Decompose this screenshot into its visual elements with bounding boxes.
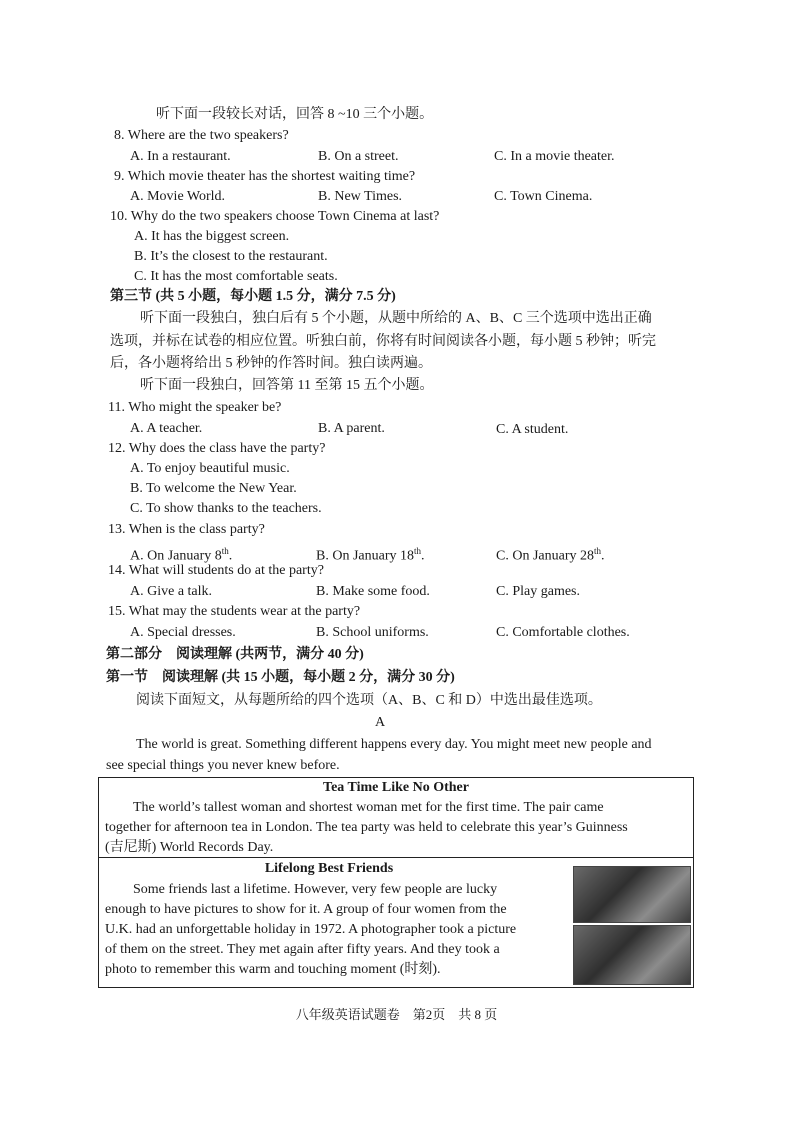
q13-option-a-dot: .: [228, 548, 233, 564]
news-friends-line-1: Some friends last a lifetime. However, very few people are lucky: [133, 882, 498, 897]
q8-option-b: B. On a street.: [318, 149, 399, 164]
passage-intro-2: see special things you never knew before.: [106, 758, 340, 773]
news-friends-line-4: of them on the street. They met again after fifty years. And they took a: [105, 942, 500, 957]
photo-reunion-friends: [573, 925, 691, 985]
news-friends-line-5: photo to remember this warm and touching moment (时刻).: [105, 962, 441, 977]
question-10: 10. Why do the two speakers choose Town Cinema at last?: [110, 209, 440, 224]
news-title-best-friends: Lifelong Best Friends: [264, 861, 394, 876]
part2-title: 第二部分 阅读理解 (共两节，满分 40 分): [106, 647, 364, 662]
q14-option-a: A. Give a talk.: [130, 584, 213, 599]
q13-option-a-text: A. On January 8: [130, 548, 222, 564]
q11-option-c: C. A student.: [496, 422, 569, 437]
photo-1972-friends: [573, 866, 691, 923]
q13-option-b-suffix: th: [414, 546, 422, 556]
news-tea-line-2: together for afternoon tea in London. The tea party was held to celebrate this year’s Guinness: [105, 820, 628, 835]
news-box-tea-time: [98, 777, 694, 858]
part2-section1-title: 第一节 阅读理解 (共 15 小题，每小题 2 分，满分 30 分): [106, 670, 455, 685]
q12-option-c: C. To show thanks to the teachers.: [130, 501, 322, 516]
part2-instruction: 阅读下面短文，从每题所给的四个选项（A、B、C 和 D）中选出最佳选项。: [136, 693, 602, 708]
news-friends-line-2: enough to have pictures to show for it. A group of four women from the: [105, 902, 507, 917]
q10-option-c: C. It has the most comfortable seats.: [134, 269, 338, 284]
q13-option-c-text: C. On January 28: [496, 548, 594, 564]
q13-option-b-dot: .: [421, 548, 425, 564]
q12-option-a: A. To enjoy beautiful music.: [130, 461, 290, 476]
section3-instruction-1: 听下面一段独白，独白后有 5 个小题，从题中所给的 A、B、C 三个选项中选出正确: [140, 311, 652, 326]
question-14: 14. What will students do at the party?: [108, 563, 324, 578]
passage-intro-1: The world is great. Something different happens every day. You might meet new people and: [136, 737, 652, 752]
news-friends-line-3: U.K. had an unforgettable holiday in 1972. A photographer took a picture: [105, 922, 517, 937]
q9-option-c: C. Town Cinema.: [494, 189, 593, 204]
q9-option-b: B. New Times.: [318, 189, 403, 204]
q15-option-c: C. Comfortable clothes.: [496, 625, 630, 640]
q13-option-c-dot: .: [601, 548, 605, 564]
q12-option-b: B. To welcome the New Year.: [130, 481, 297, 496]
section3-intro: 听下面一段独白，回答第 11 至第 15 五个小题。: [140, 378, 434, 393]
q13-option-c: [496, 542, 605, 566]
q13-option-b-text: B. On January 18: [316, 548, 414, 564]
q13-option-a-suffix: th: [221, 546, 229, 556]
section3-title: 第三节 (共 5 小题，每小题 1.5 分，满分 7.5 分): [110, 289, 396, 304]
question-9: 9. Which movie theater has the shortest waiting time?: [114, 169, 416, 184]
section3-instruction-3: 后，各小题将给出 5 秒钟的作答时间。独白读两遍。: [110, 356, 432, 371]
q9-option-a: A. Movie World.: [130, 189, 226, 204]
q14-option-b: B. Make some food.: [316, 584, 430, 599]
question-12: 12. Why does the class have the party?: [108, 441, 326, 456]
news-tea-line-3: (吉尼斯) World Records Day.: [105, 840, 274, 855]
q15-option-a: A. Special dresses.: [130, 625, 236, 640]
q11-option-b: B. A parent.: [318, 421, 385, 436]
question-8: 8. Where are the two speakers?: [114, 128, 289, 143]
q8-option-a: A. In a restaurant.: [130, 149, 231, 164]
question-15: 15. What may the students wear at the party?: [108, 604, 361, 619]
page-footer: 八年级英语试题卷 第2页 共 8 页: [295, 1007, 498, 1022]
passage-label: A: [375, 715, 386, 730]
q14-option-c: C. Play games.: [496, 584, 580, 599]
q10-option-b: B. It’s the closest to the restaurant.: [134, 249, 328, 264]
section2-instruction: 听下面一段较长对话，回答 8 ~10 三个小题。: [156, 107, 434, 122]
q8-option-c: C. In a movie theater.: [494, 149, 615, 164]
question-11: 11. Who might the speaker be?: [108, 400, 282, 415]
section3-instruction-2: 选项，并标在试卷的相应位置。听独白前，你将有时间阅读各小题，每小题 5 秒钟；听完: [110, 334, 656, 349]
q13-option-c-suffix: th: [594, 546, 602, 556]
q11-option-a: A. A teacher.: [130, 421, 203, 436]
q15-option-b: B. School uniforms.: [316, 625, 429, 640]
q10-option-a: A. It has the biggest screen.: [134, 229, 290, 244]
news-title-tea-time: Tea Time Like No Other: [323, 780, 469, 795]
news-tea-line-1: The world’s tallest woman and shortest woman met for the first time. The pair came: [133, 800, 604, 815]
q13-option-b: [316, 542, 425, 566]
question-13: 13. When is the class party?: [108, 522, 265, 537]
